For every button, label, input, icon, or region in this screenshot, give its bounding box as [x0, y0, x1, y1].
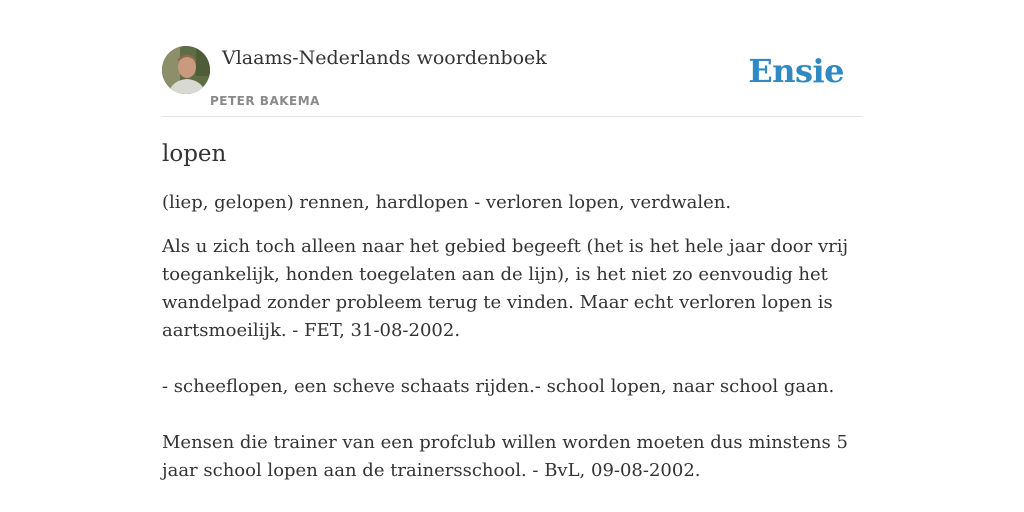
- entry-examples: [162, 233, 862, 485]
- author-name[interactable]: PETER BAKEMA: [210, 94, 320, 108]
- paragraph-spacer: [162, 345, 862, 373]
- user-avatar-icon[interactable]: [162, 46, 210, 94]
- dictionary-title[interactable]: Vlaams-Nederlands woordenboek: [222, 47, 547, 69]
- example-paragraph: - scheeflopen, een scheve schaats rijden.- school lopen, naar school gaan.: [162, 376, 835, 397]
- entry-card: [162, 46, 862, 485]
- ensie-logo[interactable]: Ensie: [748, 52, 844, 90]
- entry-term: lopen: [162, 141, 227, 167]
- paragraph-spacer: [162, 401, 862, 429]
- example-paragraph: Mensen die trainer van een profclub willen worden moeten dus minstens 5 jaar school lopen aan de trainersschool. - BvL, 09-08-2002.: [162, 432, 848, 481]
- entry-header: [162, 46, 862, 117]
- example-paragraph: Als u zich toch alleen naar het gebied begeeft (het is het hele jaar door vrij toegankelijk, honden toegelaten aan de lijn), is het niet zo eenvoudig het wandelpad zonder probleem terug te vinden. Maar echt verloren lopen is aartsmoeilijk. - FET, 31-08-2002.: [162, 236, 849, 341]
- entry-definition: (liep, gelopen) rennen, hardlopen - verloren lopen, verdwalen.: [162, 192, 732, 213]
